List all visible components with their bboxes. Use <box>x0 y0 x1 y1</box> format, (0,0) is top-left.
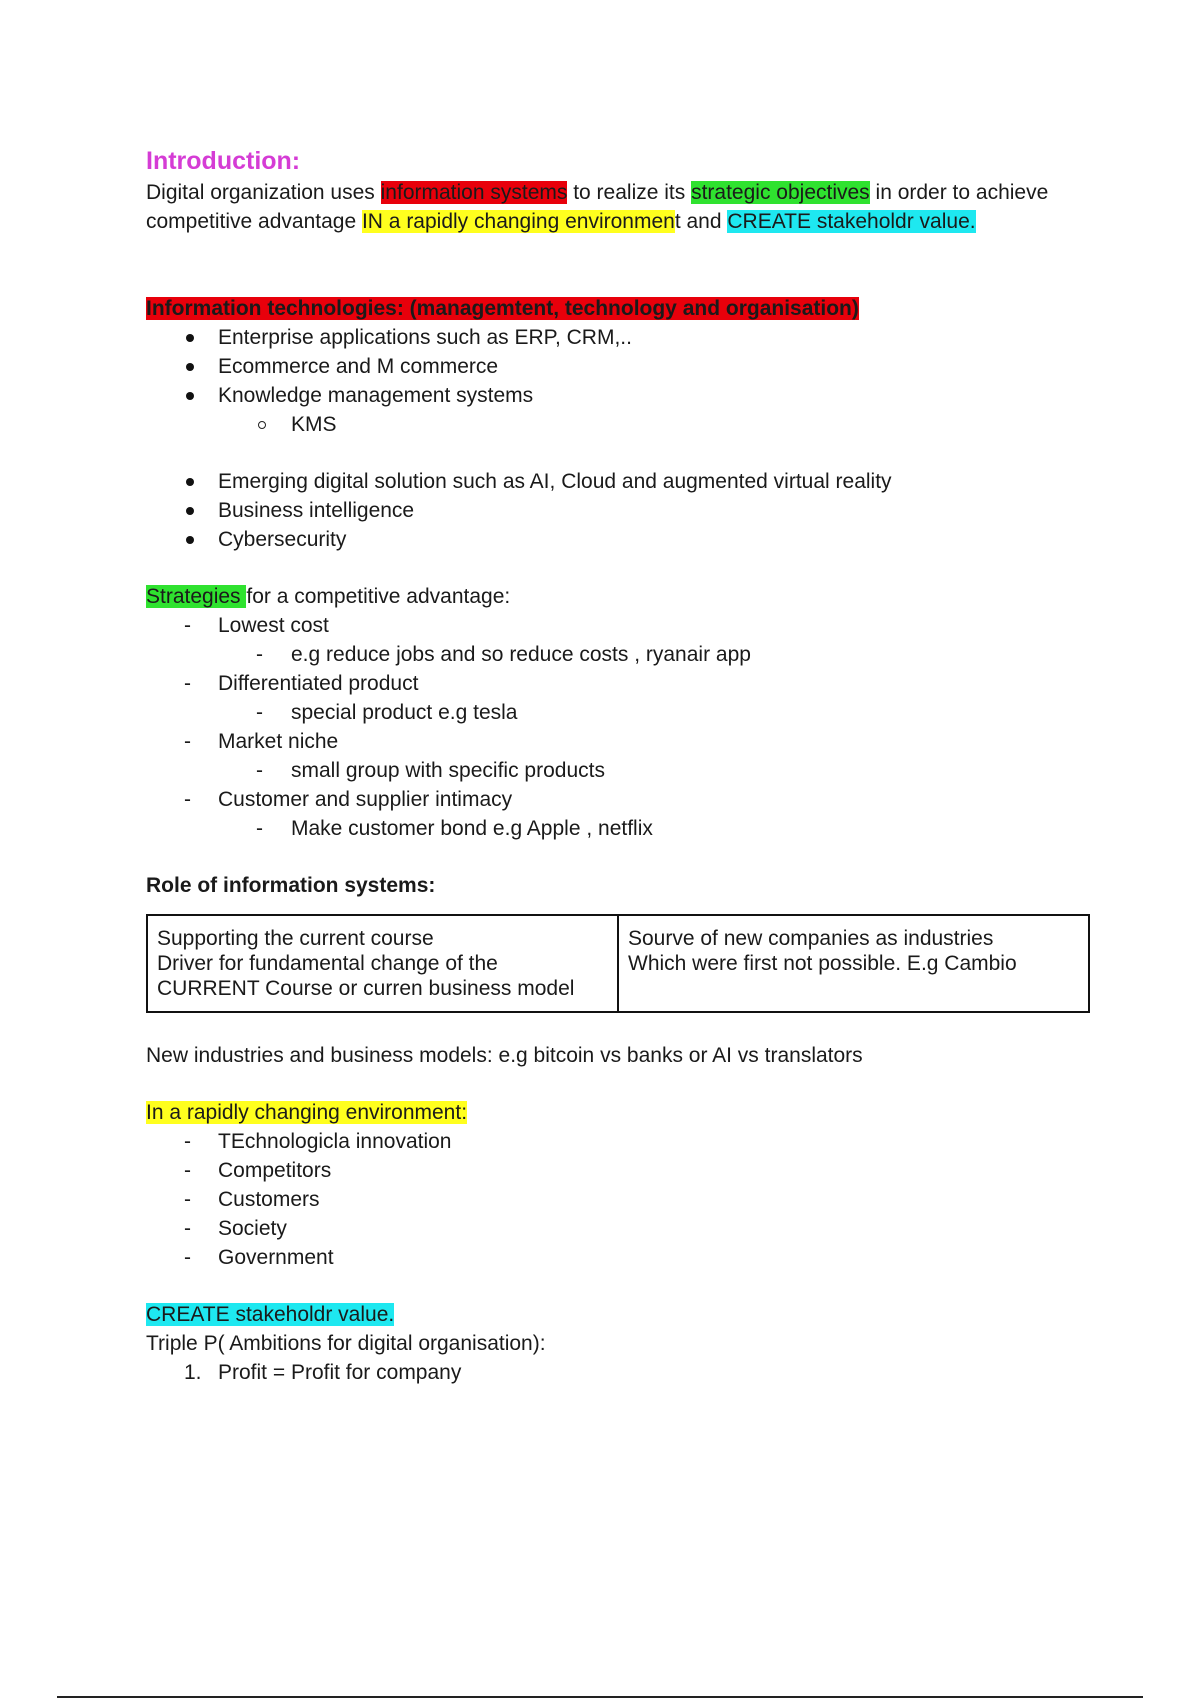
value-line: Triple P( Ambitions for digital organisation): <box>146 1332 546 1355</box>
list-item <box>146 1358 1096 1387</box>
role-note: New industries and business models: e.g bitcoin vs banks or AI vs translators <box>146 1044 863 1067</box>
list-sub-item <box>146 698 1096 727</box>
bullet-icon <box>186 363 194 371</box>
list-item <box>146 727 1096 756</box>
dash-marker: - <box>184 1246 191 1269</box>
list-item-text: Enterprise applications such as ERP, CRM,.. <box>218 326 632 349</box>
hollow-bullet-icon <box>258 421 266 429</box>
list-item-text: Make customer bond e.g Apple , netflix <box>291 817 653 840</box>
list-item <box>146 1185 1096 1214</box>
dash-marker: - <box>184 788 191 811</box>
bullet-icon <box>186 478 194 486</box>
strategies-list <box>146 611 1096 843</box>
list-item <box>146 323 1096 352</box>
dash-marker: - <box>184 730 191 753</box>
dash-marker: - <box>184 672 191 695</box>
cell-line: Sourve of new companies as industries <box>628 927 994 950</box>
dash-marker: - <box>256 701 263 724</box>
intro-text-3: in order to achieve competitive advantage <box>146 181 1049 233</box>
list-item <box>146 785 1096 814</box>
list-item <box>146 611 1096 640</box>
cell-line: Which were first not possible. E.g Cambio <box>628 952 1017 975</box>
list-sub-item <box>146 410 1096 439</box>
list-item <box>146 496 1096 525</box>
list-item-text: Emerging digital solution such as AI, Cloud and augmented virtual reality <box>218 470 892 493</box>
list-item-text: e.g reduce jobs and so reduce costs , ryanair app <box>291 643 751 666</box>
list-item-text: Knowledge management systems <box>218 384 534 407</box>
dash-marker: - <box>184 1130 191 1153</box>
intro-heading: Introduction: <box>146 147 301 175</box>
list-item-text: KMS <box>291 413 337 436</box>
strategies-heading-rest: for a competitive advantage: <box>246 585 511 608</box>
intro-paragraph <box>146 178 1096 236</box>
table-row <box>147 915 1089 1012</box>
number-marker: 1. <box>184 1361 202 1384</box>
document-page <box>146 146 1096 1387</box>
list-item-text: Competitors <box>218 1159 332 1182</box>
cell-line: Supporting the current course <box>157 927 434 950</box>
cell-line: CURRENT Course or curren business model <box>157 977 575 1000</box>
list-item-text: Profit = Profit for company <box>218 1361 462 1384</box>
value-list <box>146 1358 1096 1387</box>
env-heading <box>146 1098 1096 1127</box>
it-list <box>146 323 1096 439</box>
list-item-text: Government <box>218 1246 334 1269</box>
list-item-text: Business intelligence <box>218 499 415 522</box>
dash-marker: - <box>184 614 191 637</box>
list-item-text: Cybersecurity <box>218 528 347 551</box>
list-item <box>146 669 1096 698</box>
intro-text-4: t and <box>674 210 728 233</box>
highlight-value-heading: CREATE stakeholdr value. <box>146 1303 395 1326</box>
intro-text-1: Digital organization uses <box>146 181 381 204</box>
list-sub-item <box>146 756 1096 785</box>
role-heading: Role of information systems: <box>146 874 436 897</box>
dash-marker: - <box>184 1159 191 1182</box>
cell-line: Driver for fundamental change of the <box>157 952 498 975</box>
highlight-env-heading: In a rapidly changing environment: <box>146 1101 468 1124</box>
bullet-icon <box>186 334 194 342</box>
dash-marker: - <box>256 759 263 782</box>
it-list-continued <box>146 467 1096 554</box>
list-item <box>146 467 1096 496</box>
list-item <box>146 1156 1096 1185</box>
list-item-text: Market niche <box>218 730 339 753</box>
list-sub-item <box>146 640 1096 669</box>
bullet-icon <box>186 392 194 400</box>
list-item-text: small group with specific products <box>291 759 605 782</box>
value-heading <box>146 1300 1096 1329</box>
list-item <box>146 352 1096 381</box>
highlight-information-systems: information systems <box>380 181 568 204</box>
list-sub-item <box>146 814 1096 843</box>
dash-marker: - <box>256 643 263 666</box>
list-item <box>146 1243 1096 1272</box>
it-heading <box>146 294 1096 323</box>
table-cell-right <box>618 915 1089 1012</box>
dash-marker: - <box>256 817 263 840</box>
list-item-text: special product e.g tesla <box>291 701 518 724</box>
list-item <box>146 381 1096 410</box>
highlight-strategies: Strategies <box>146 585 247 608</box>
bullet-icon <box>186 507 194 515</box>
list-item-text: Customer and supplier intimacy <box>218 788 513 811</box>
env-list <box>146 1127 1096 1272</box>
highlight-stakeholder-value: CREATE stakeholdr value. <box>727 210 976 233</box>
list-item <box>146 525 1096 554</box>
bullet-icon <box>186 536 194 544</box>
highlight-changing-environment: IN a rapidly changing environmen <box>361 210 675 233</box>
intro-text-2: to realize its <box>567 181 692 204</box>
list-item-text: Ecommerce and M commerce <box>218 355 499 378</box>
it-heading-text: Information technologies: (managemtent, technology and organisation) <box>146 297 859 320</box>
table-cell-left <box>147 915 618 1012</box>
list-item-text: Society <box>218 1217 287 1240</box>
list-item <box>146 1214 1096 1243</box>
role-table <box>146 914 1090 1013</box>
list-item-text: TEchnologicla innovation <box>218 1130 452 1153</box>
list-item <box>146 1127 1096 1156</box>
list-item-text: Differentiated product <box>218 672 419 695</box>
dash-marker: - <box>184 1188 191 1211</box>
list-item-text: Lowest cost <box>218 614 329 637</box>
list-item-text: Customers <box>218 1188 320 1211</box>
dash-marker: - <box>184 1217 191 1240</box>
strategies-heading <box>146 582 1096 611</box>
highlight-strategic-objectives: strategic objectives <box>691 181 870 204</box>
page-divider <box>57 1696 1143 1698</box>
